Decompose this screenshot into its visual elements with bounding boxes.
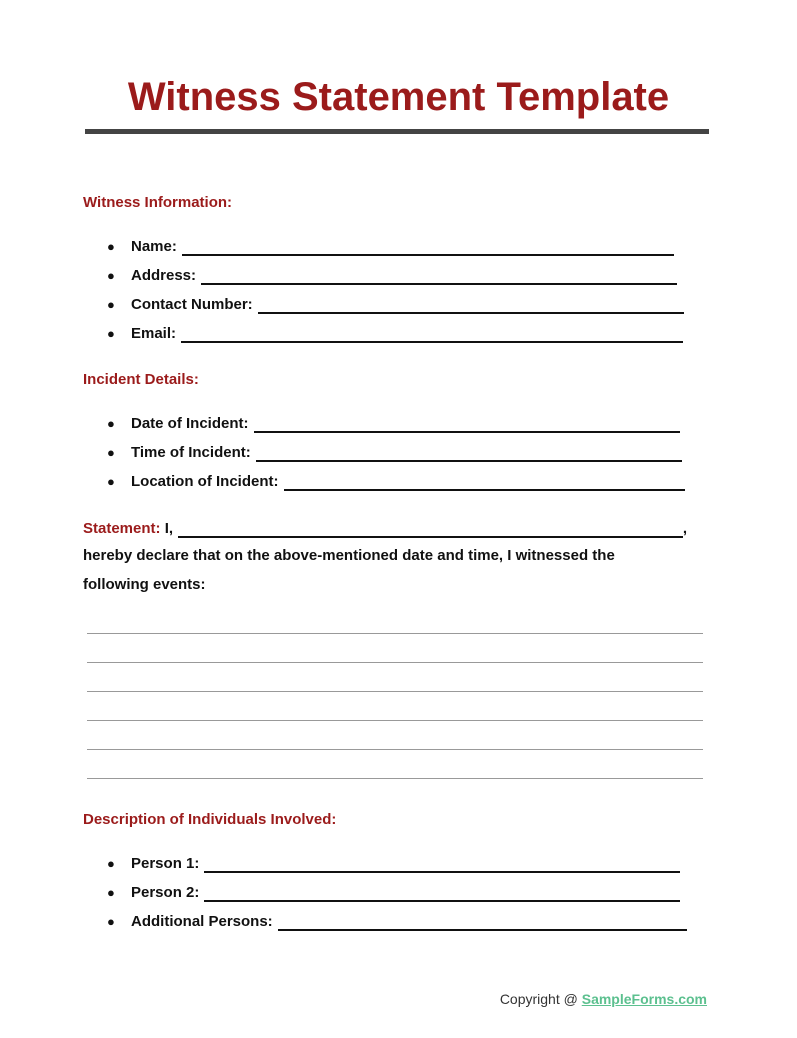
statement-line-1	[83, 520, 687, 538]
bullet-icon: ●	[107, 474, 115, 489]
blank-line[interactable]	[204, 857, 680, 873]
title-divider	[85, 129, 709, 134]
bullet-icon: ●	[107, 268, 115, 283]
field-label: Date of Incident:	[131, 415, 249, 432]
field-label: Time of Incident:	[131, 444, 251, 461]
field-contact-number[interactable]	[107, 296, 684, 314]
field-address[interactable]	[107, 267, 677, 285]
field-person-1[interactable]	[107, 855, 680, 873]
statement-line-2: hereby declare that on the above-mentioned date and time, I witnessed the	[83, 547, 615, 564]
copyright-text: Copyright @	[499, 991, 578, 1007]
blank-line[interactable]	[256, 446, 682, 462]
statement-label: Statement:	[83, 520, 161, 537]
section-heading-witness: Witness Information:	[83, 194, 233, 211]
field-person-2[interactable]	[107, 884, 680, 902]
bullet-icon: ●	[107, 326, 115, 341]
bullet-icon: ●	[107, 297, 115, 312]
bullet-icon: ●	[107, 239, 115, 254]
field-label: Person 1:	[131, 855, 200, 872]
field-email[interactable]	[107, 325, 683, 343]
writing-line[interactable]	[87, 720, 703, 721]
field-label: Person 2:	[131, 884, 200, 901]
field-label: Name:	[131, 238, 177, 255]
writing-line[interactable]	[87, 691, 703, 692]
blank-line[interactable]	[201, 269, 677, 285]
bullet-icon: ●	[107, 914, 115, 929]
bullet-icon: ●	[107, 445, 115, 460]
blank-line[interactable]	[182, 240, 674, 256]
field-name[interactable]	[107, 238, 674, 256]
writing-line[interactable]	[87, 633, 703, 634]
brand-link[interactable]: SampleForms.com	[581, 991, 707, 1007]
field-additional-persons[interactable]	[107, 913, 687, 931]
blank-line[interactable]	[181, 327, 683, 343]
bullet-icon: ●	[107, 856, 115, 871]
field-date-of-incident[interactable]	[107, 415, 680, 433]
section-heading-incident: Incident Details:	[83, 371, 199, 388]
field-label: Contact Number:	[131, 296, 253, 313]
statement-prefix: I,	[164, 520, 174, 537]
section-heading-individuals: Description of Individuals Involved:	[83, 811, 337, 828]
page-title: Witness Statement Template	[127, 75, 670, 119]
writing-line[interactable]	[87, 662, 703, 663]
field-label: Address:	[131, 267, 197, 284]
blank-line[interactable]	[258, 298, 684, 314]
bullet-icon: ●	[107, 416, 115, 431]
blank-line[interactable]	[204, 886, 680, 902]
field-label: Email:	[131, 325, 177, 342]
blank-line[interactable]	[254, 417, 680, 433]
writing-line[interactable]	[87, 778, 703, 779]
footer-copyright	[500, 991, 707, 1007]
statement-line-3: following events:	[83, 576, 206, 593]
statement-suffix: ,	[682, 520, 687, 537]
blank-line[interactable]	[284, 475, 686, 491]
writing-line[interactable]	[87, 749, 703, 750]
field-location-of-incident[interactable]	[107, 473, 685, 491]
blank-line[interactable]	[278, 915, 687, 931]
witness-name-blank[interactable]	[178, 522, 683, 538]
field-label: Additional Persons:	[131, 913, 273, 930]
bullet-icon: ●	[107, 885, 115, 900]
field-label: Location of Incident:	[131, 473, 279, 490]
field-time-of-incident[interactable]	[107, 444, 682, 462]
